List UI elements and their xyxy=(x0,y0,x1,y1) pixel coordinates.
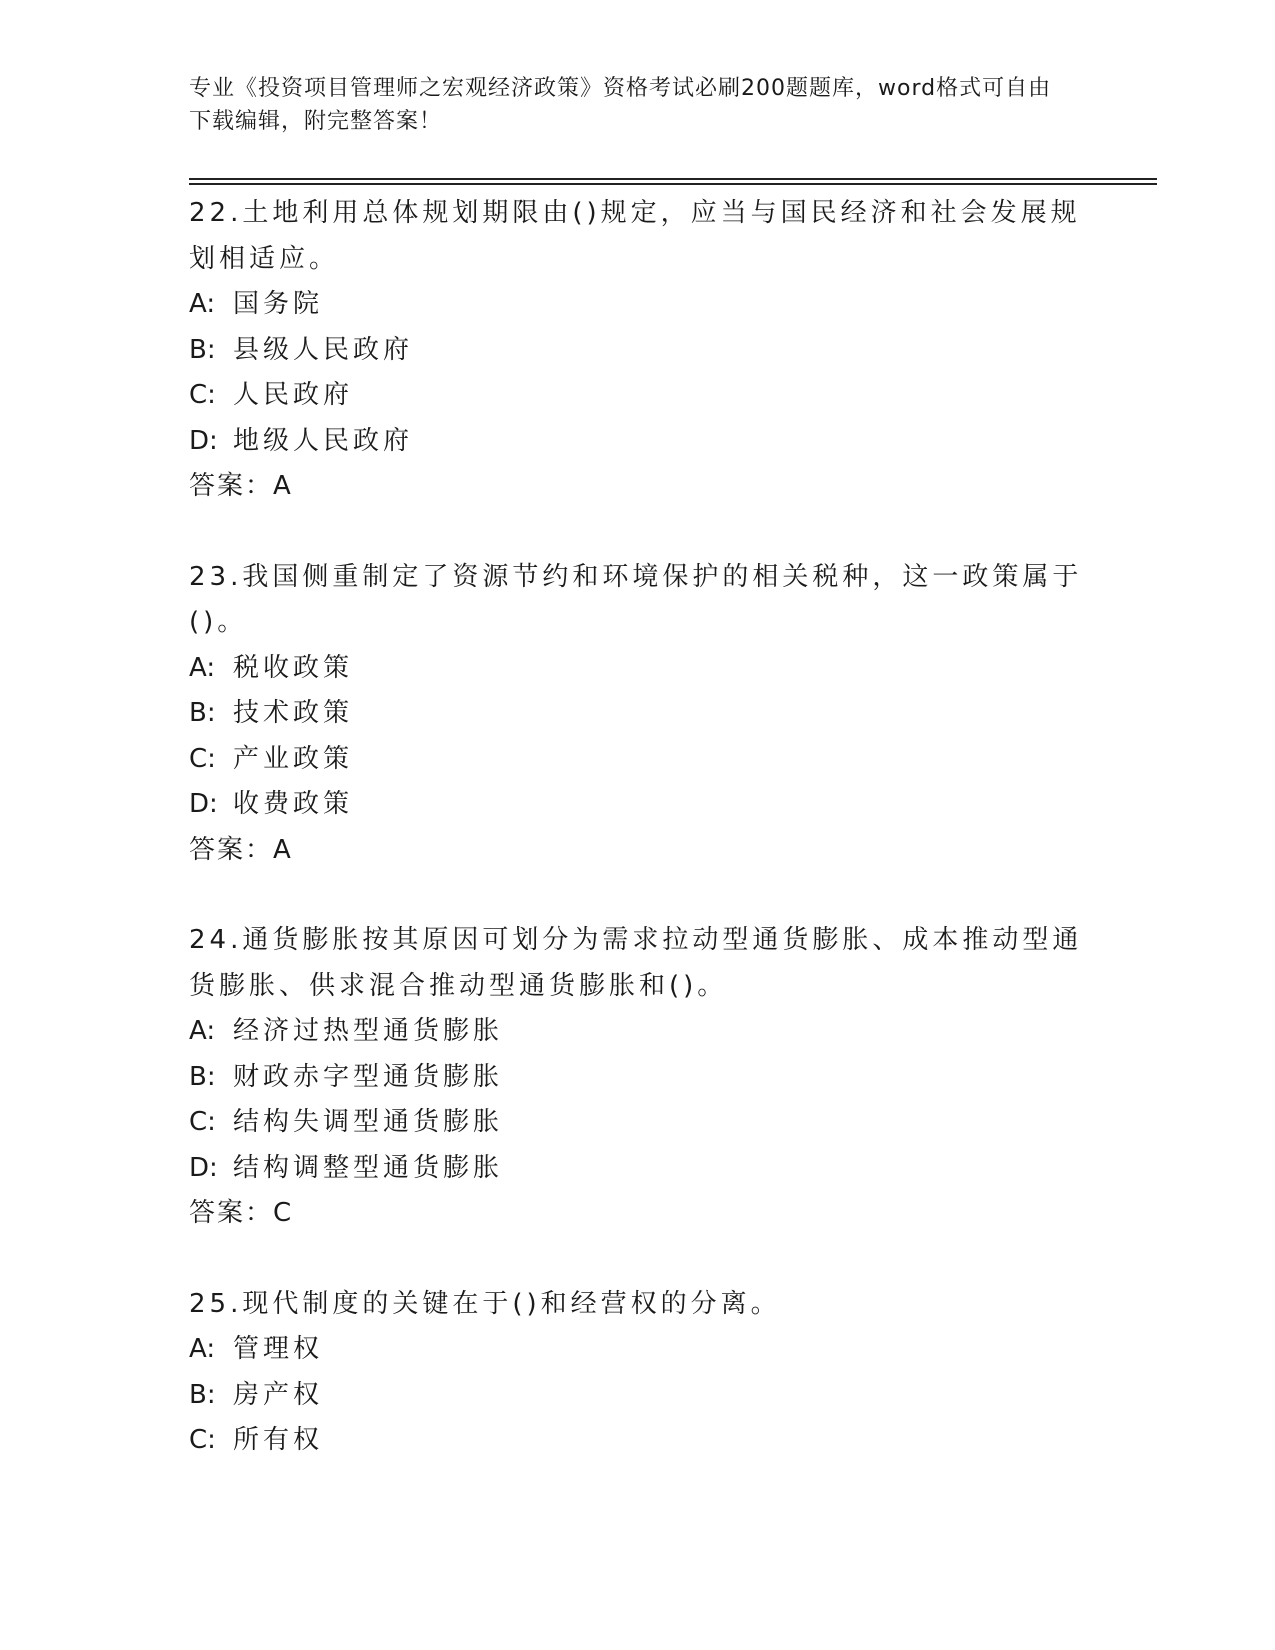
question-22 xyxy=(189,191,1089,510)
option-a: A: 国务院 xyxy=(189,289,324,319)
option-c: C: 人民政府 xyxy=(189,380,354,410)
option-a: A: 税收政策 xyxy=(189,652,354,683)
option-c: C: 结构失调型通货膨胀 xyxy=(189,1107,504,1137)
question-23 xyxy=(189,555,1089,874)
option-d: D: 结构调整型通货膨胀 xyxy=(189,1152,504,1183)
question-stem: 25.现代制度的关键在于()和经营权的分离。 xyxy=(189,1288,781,1319)
option-b: B: 技术政策 xyxy=(189,698,354,728)
question-list xyxy=(189,191,1089,1464)
option-d: D: 地级人民政府 xyxy=(189,425,414,456)
question-24 xyxy=(189,918,1089,1237)
option-a: A: 经济过热型通货膨胀 xyxy=(189,1016,504,1046)
option-b: B: 房产权 xyxy=(189,1379,324,1410)
answer-line: 答案：A xyxy=(189,834,293,865)
option-d: D: 收费政策 xyxy=(189,789,354,819)
header-divider-top xyxy=(189,178,1157,180)
option-c: C: 所有权 xyxy=(189,1425,324,1455)
option-c: C: 产业政策 xyxy=(189,743,354,774)
question-stem: 23.我国侧重制定了资源节约和环境保护的相关税种，这一政策属于()。 xyxy=(189,561,1083,637)
question-stem: 24.通货膨胀按其原因可划分为需求拉动型通货膨胀、成本推动型通货膨胀、供求混合推动型通货膨胀和()。 xyxy=(189,925,1083,1001)
header-divider-bottom xyxy=(189,183,1157,185)
question-25 xyxy=(189,1282,1089,1464)
answer-line: 答案：C xyxy=(189,1198,294,1228)
option-b: B: 财政赤字型通货膨胀 xyxy=(189,1061,504,1092)
option-b: B: 县级人民政府 xyxy=(189,334,414,365)
option-a: A: 管理权 xyxy=(189,1334,324,1364)
question-stem: 22.土地利用总体规划期限由()规定，应当与国民经济和社会发展规划相适应。 xyxy=(189,198,1081,274)
answer-line: 答案：A xyxy=(189,471,293,501)
document-header: 专业《投资项目管理师之宏观经济政策》资格考试必刷200题题库，word格式可自由下载编辑，附完整答案！ xyxy=(189,76,1052,134)
